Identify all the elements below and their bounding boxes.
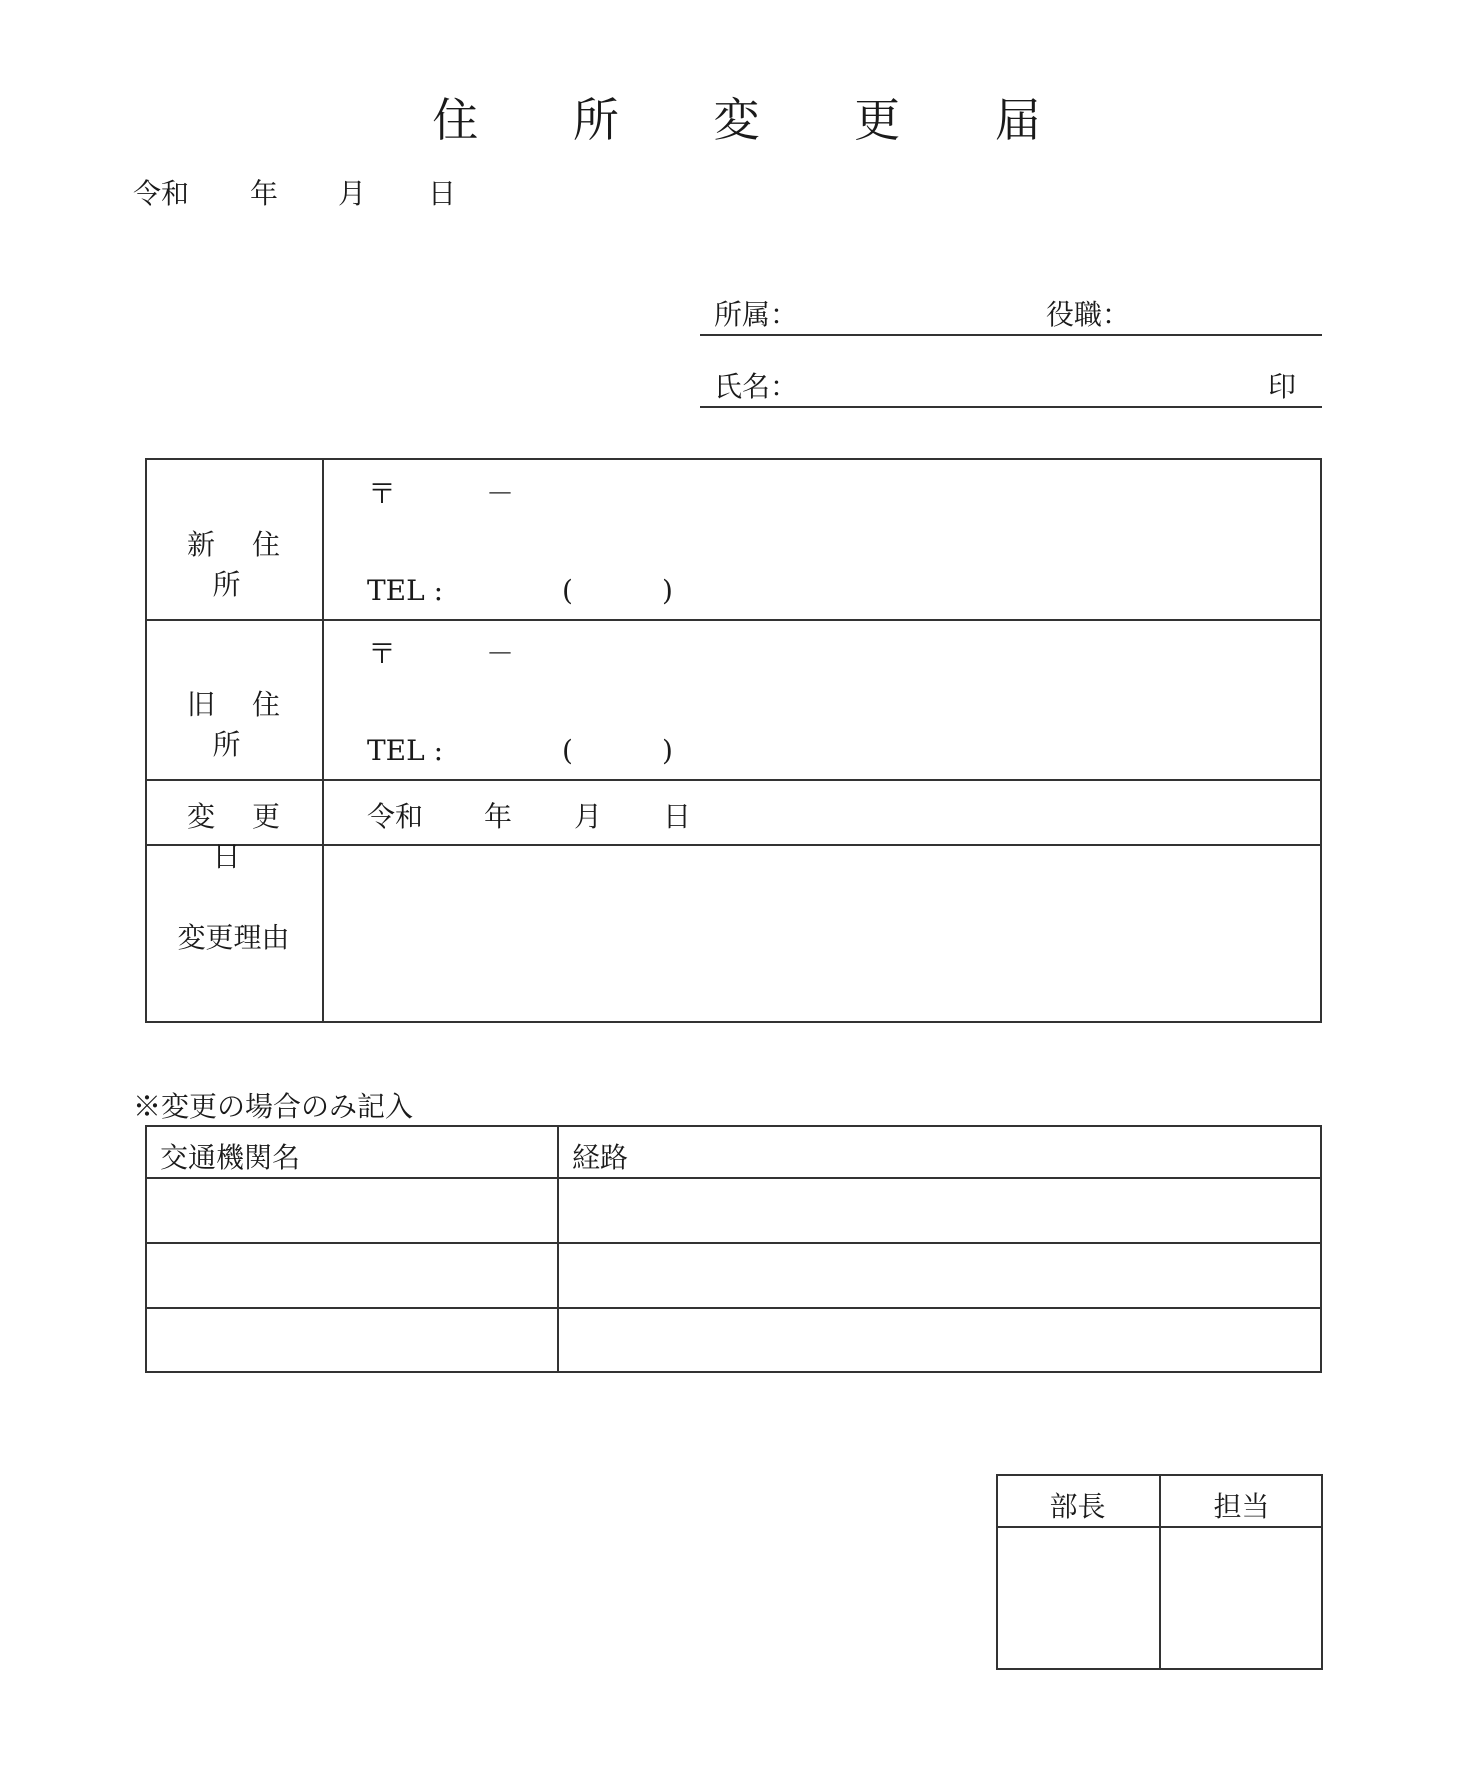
submit-date-month: 月 <box>338 177 367 210</box>
new-postal-mark: 〒 <box>368 477 397 510</box>
change-date-label: 変 更 日 <box>187 800 294 873</box>
name-underline <box>700 406 1322 408</box>
change-reason-label: 変更理由 <box>177 921 290 954</box>
new-address-label: 新 住 所 <box>187 528 294 601</box>
change-date-era: 令和 <box>367 800 424 833</box>
seal-mark: 印 <box>1268 370 1297 403</box>
name-label: 氏名： <box>714 370 799 403</box>
commute-note: ※変更の場合のみ記入 <box>133 1090 414 1123</box>
col-route-header: 経路 <box>572 1141 629 1174</box>
change-date-month: 月 <box>574 800 603 833</box>
commute-table <box>145 1125 1322 1373</box>
affiliation-label: 所属： <box>714 298 799 331</box>
old-tel-label: TEL : <box>367 734 444 767</box>
position-label: 役職： <box>1046 298 1131 331</box>
new-tel-paren-close: ) <box>662 574 673 607</box>
change-date-day: 日 <box>663 800 692 833</box>
old-postal-dash: － <box>486 637 515 670</box>
change-date-year: 年 <box>484 800 513 833</box>
affiliation-underline <box>700 334 1322 336</box>
old-tel-paren-close: ) <box>662 734 673 767</box>
old-address-label: 旧 住 所 <box>187 688 294 761</box>
col-transport-header: 交通機関名 <box>160 1141 301 1174</box>
change-reason-field[interactable] <box>324 846 1320 1021</box>
new-tel-paren-open: ( <box>562 574 573 607</box>
page-title: 住 所 変 更 届 <box>432 93 1081 147</box>
old-postal-mark: 〒 <box>368 637 397 670</box>
submit-date-year: 年 <box>250 177 279 210</box>
submit-date-era: 令和 <box>133 177 190 210</box>
new-tel-label: TEL : <box>367 574 444 607</box>
old-tel-paren-open: ( <box>562 734 573 767</box>
approval-staff-label: 担当 <box>1213 1490 1270 1523</box>
submit-date-day: 日 <box>428 177 457 210</box>
approval-manager-label: 部長 <box>1049 1490 1106 1523</box>
new-postal-dash: － <box>486 477 515 510</box>
